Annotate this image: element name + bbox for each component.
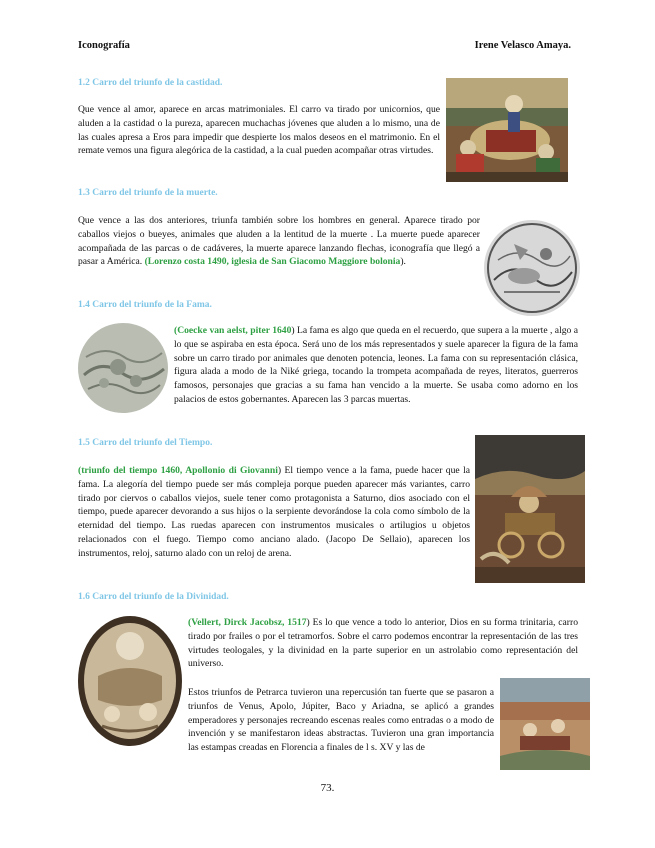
section-text-divinidad	[188, 616, 578, 671]
section-text-muerte	[78, 214, 480, 269]
muerte-reference: (Lorenzo costa 1490, iglesia de San Giacomo Maggiore bolonia	[144, 256, 401, 268]
header-left: Iconografía	[78, 40, 130, 51]
divinidad-reference: (Vellert, Dirck Jacobsz, 1517	[188, 617, 307, 628]
fame-triumph-image	[78, 323, 168, 413]
section-heading-muerte: 1.3 Carro del triunfo de la muerte.	[78, 188, 218, 198]
chastity-triumph-image	[446, 78, 568, 182]
section-text-fama	[174, 324, 578, 407]
muerte-end: ).	[400, 256, 406, 268]
fama-reference: (Coecke van aelst, piter 1640	[174, 325, 292, 336]
header-right: Irene Velasco Amaya.	[474, 40, 571, 51]
section-text-petrarca-last	[78, 741, 494, 755]
section-heading-fama: 1.4 Carro del triunfo de la Fama.	[78, 300, 212, 310]
tiempo-body: ) El tiempo vence a la fama, puede hacer que la fama. La alegoría del tiempo puede ser más compleja porque pueden aparecer más variantes, carro tirado por ciervos o caballos viejos, suele tener como protagonista a Saturno, dios asociado con el tiempo, puede aparecer devorando a sus hijos o la serpiente devorándose la cola como símbolo de la eternidad del tiempo. Las ruedas aparecen con instrumentos musicales o artilugios u objetos relacionados con el fuego. Tiempo como anciano alado. (Jacopo De Sellaio), aparecen los instrumentos, reloj, saturno alado con un reloj de arena.	[78, 465, 470, 559]
section-text-castidad: Que vence al amor, aparece en arcas matrimoniales. El carro va tirado por unicornios, que aluden a la castidad o la pureza, aparecen muchachas jóvenes que aluden a lo mismo, una de las cuales apresa a Eros para impedir que despierte los malos deseos en el matrimonio. En el remate vemos una figura alegórica de la castidad, a la cual pueden acompañar otras virtudes.	[78, 104, 440, 157]
fama-body: ) La fama es algo que queda en el recuerdo, que supera a la muerte , algo a lo que se aspiraba en esta época. Será uno de los más representados y suele aparecer la figura de la fama sobre un carro tirado por animales que denoten potencia, leones. La fama con su representación clásica, figura alada a modo de la Niké griega, tocando la trompeta acompañada de reyes, literatos, guerreros famosos, personajes que gracias a su fama han vencido a la muerte. Se usaba como adorno en los palacios de estos gobernantes. Aparecen las 3 parcas muertas.	[174, 325, 578, 405]
section-text-tiempo	[78, 464, 470, 561]
death-triumph-image	[484, 220, 580, 316]
divinidad-body: ) Es lo que vence a todo lo anterior, Dios en su forma trinitaria, carro tirado por frailes o por el tetramorfos. Sobre el carro podemos encontrar la representación de las tres virtudes teologales, y la divinidad en la parte superior en un astrolabio como representación del universo.	[188, 617, 578, 670]
divinity-triumph-image	[78, 616, 182, 746]
page-number: 73.	[320, 782, 335, 794]
venus-triumph-image	[500, 678, 590, 770]
tiempo-reference: (triunfo del tiempo 1460, Apollonio di Giovanni	[78, 465, 278, 476]
section-text-petrarca: Estos triunfos de Petrarca tuvieron una repercusión tan fuerte que se pasaron a triunfos de Venus, Apolo, Júpiter, Baco y Ariadna, se aplicó a grandes emperadores y personajes recreando escenas reales como entradas o a modo de invención y se manifestaron ideas abstractas. Tuvieron una gran importancia las estampas creadas en Florencia a finales de l s. XV y las de	[188, 687, 494, 754]
section-heading-divinidad: 1.6 Carro del triunfo de la Divinidad.	[78, 592, 229, 602]
section-heading-castidad: 1.2 Carro del triunfo de la castidad.	[78, 78, 223, 88]
section-heading-tiempo: 1.5 Carro del triunfo del Tiempo.	[78, 438, 213, 448]
time-triumph-image	[475, 435, 585, 583]
muerte-body: Que vence a las dos anteriores, triunfa también sobre los hombres en general. Aparece tirado por caballos viejos o bueyes, animales que aluden a la lentitud de la muerte . La muerte puede aparecer acompañada de las parcas o de cadáveres, la muerte aparece lanzando flechas, iconografía que llegó a pasar a América.	[78, 215, 480, 268]
